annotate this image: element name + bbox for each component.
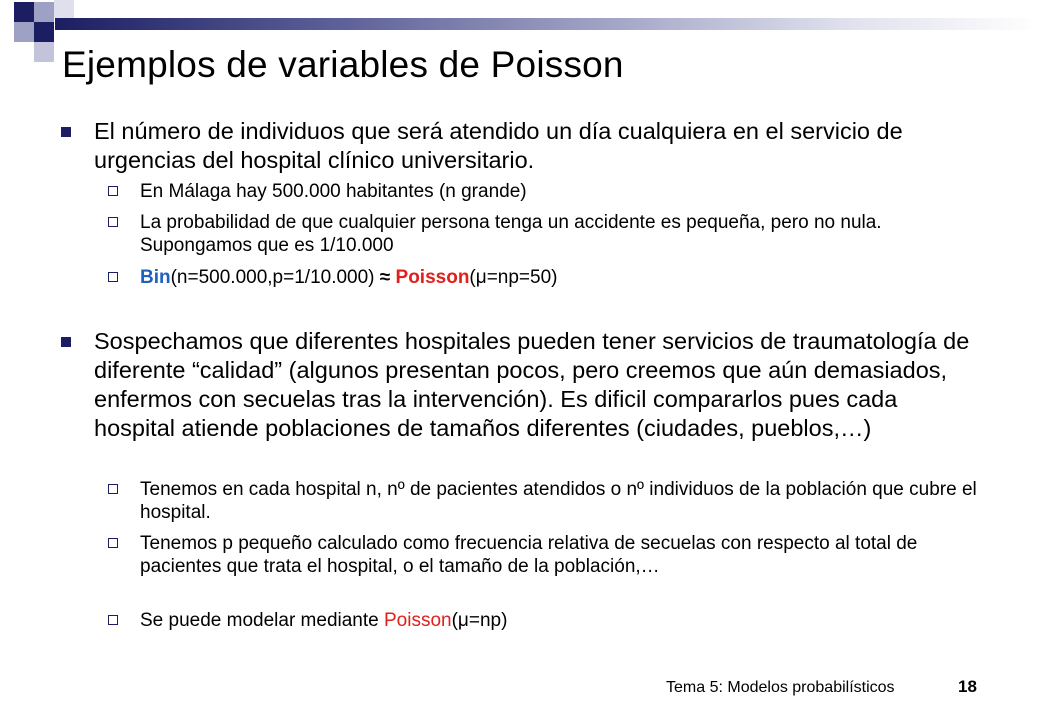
sub-bullet-formula (108, 266, 998, 289)
poisson-args: (μ=np) (451, 610, 508, 631)
hollow-square-bullet-icon (108, 217, 118, 227)
model-prefix: Se puede modelar mediante (140, 610, 384, 631)
sub-bullet-habitantes (108, 180, 998, 203)
poisson-label: Poisson (384, 610, 452, 631)
poisson-args: (μ=np=50) (469, 267, 558, 288)
sub-bullet-modelar (108, 609, 998, 632)
page-number: 18 (958, 677, 977, 696)
decor-square-6 (54, 0, 74, 18)
square-bullet-icon (61, 337, 71, 347)
header-gradient-bar (55, 18, 1040, 30)
sub-bullet-text: La probabilidad de que cualquier persona tenga un accidente es pequeña, pero no nula. Supongamos que es 1/10.000 (140, 212, 882, 256)
model-line (140, 609, 998, 632)
sub-bullet-text: En Málaga hay 500.000 habitantes (n grande) (140, 181, 527, 202)
formula-line (140, 266, 998, 289)
decor-square-3 (14, 22, 34, 42)
hollow-square-bullet-icon (108, 484, 118, 494)
footer-chapter: Tema 5: Modelos probabilísticos (666, 679, 895, 696)
bullet-text: El número de individuos que será atendido un día cualquiera en el servicio de urgencias del hospital clínico universitario. (94, 118, 903, 173)
bullet-text: Sospechamos que diferentes hospitales pueden tener servicios de traumatología de diferente “calidad” (algunos presentan pocos, pero creemos que aún demasiados, enfermos con secuelas tras la intervención). Es dificil compararlos pues cada hospital atiende poblaciones de tamaños diferentes (ciudades, pueblos,…) (94, 328, 970, 441)
decor-square-2 (34, 2, 54, 22)
sub-bullet-text: Tenemos en cada hospital n, nº de pacientes atendidos o nº individuos de la población que cubre el hospital. (140, 479, 977, 523)
hollow-square-bullet-icon (108, 186, 118, 196)
hollow-square-bullet-icon (108, 272, 118, 282)
bullet-traumatologia (61, 327, 971, 443)
hollow-square-bullet-icon (108, 538, 118, 548)
square-bullet-icon (61, 127, 71, 137)
slide-title: Ejemplos de variables de Poisson (62, 44, 624, 85)
bullet-hospital-urgencias (61, 117, 971, 175)
sub-bullet-n-pacientes (108, 478, 998, 524)
decor-square-4 (34, 22, 54, 42)
decor-square-5 (34, 42, 54, 62)
hollow-square-bullet-icon (108, 615, 118, 625)
bin-args: (n=500.000,p=1/10.000) (170, 267, 375, 288)
approx-symbol: ≈ (379, 267, 391, 288)
decor-square-1 (14, 2, 34, 22)
sub-bullet-p-pequeno (108, 532, 998, 578)
poisson-label: Poisson (395, 267, 470, 288)
bin-label: Bin (140, 267, 171, 288)
sub-bullet-probabilidad (108, 211, 998, 257)
sub-bullet-text: Tenemos p pequeño calculado como frecuencia relativa de secuelas con respecto al total de pacientes que trata el hospital, o el tamaño de la población,… (140, 533, 918, 577)
